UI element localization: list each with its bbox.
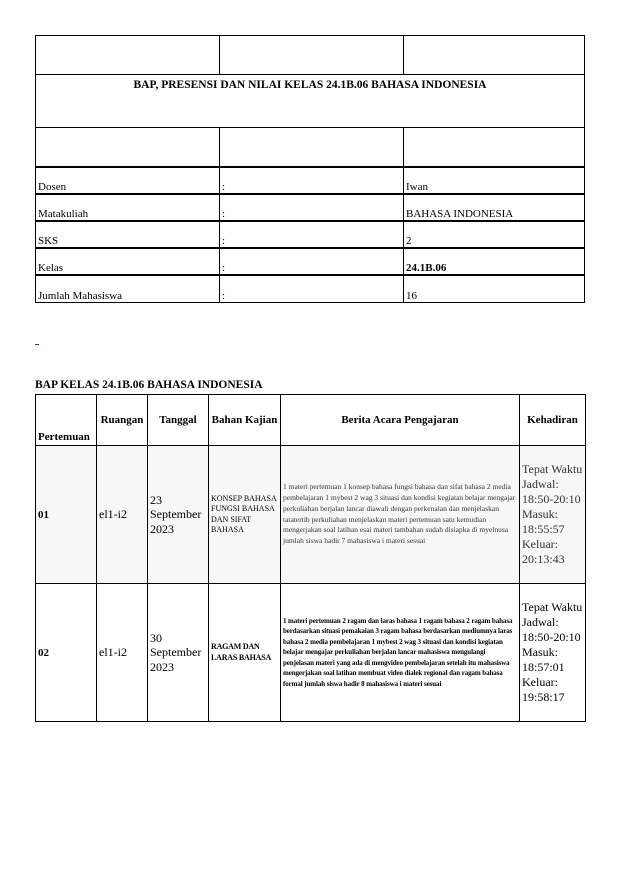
info-separator: : xyxy=(220,194,404,221)
course-info-table xyxy=(35,35,585,303)
info-row-sks xyxy=(36,221,585,248)
info-value: 2 xyxy=(404,221,585,248)
col-kehadiran: Kehadiran xyxy=(520,395,586,446)
cell-ruangan: el1-i2 xyxy=(97,446,148,584)
info-row-matakuliah xyxy=(36,194,585,221)
col-bahan-kajian: Bahan Kajian xyxy=(209,395,281,446)
cell-kehadiran: Tepat Waktu Jadwal: 18:50-20:10 Masuk: 18:55:57 Keluar: 20:13:43 xyxy=(520,446,586,584)
info-row-kelas xyxy=(36,248,585,275)
cell-berita-acara: 1 materi pertemuan 1 konsep bahasa fungsi bahasa dan sifat bahasa 2 media pembelajaran 1 mybest 2 wag 3 situasi dan kondisi kegiatan belajar mengajar perkuliahan berjalan lancar diawali dengan perkenalan dan menjelaskan tatatertib perkuliahan menjelaskan materi pertemuan satu kemudian mengerjakan soal latihan esai materi tambahan sudah disiapka di myelnusa jumlah siswa hadir 7 mahasiswa i materi sesuai xyxy=(281,446,520,584)
info-value: 24.1B.06 xyxy=(404,248,585,275)
col-ruangan: Ruangan xyxy=(97,395,148,446)
cell-berita-acara: 1 materi pertemuan 2 ragam dan laras bahasa 1 ragam bahasa 2 ragam bahasa berdasarkan situasi pemakaian 3 ragam bahasa berdasarkan mediumnya laras bahasa 2 media pembelajaran 1 mybest 2 wag 3 situasi dan kondisi kegiatan belajar mengajar perkuliahan berjalan lancar mahasiswa mengulangi penjelasan materi yang ada di mengvideo pembelajaran setelah itu mahasiswa mengerjakan soal latihan membuat video dialek regional dan ragam bahasa formal jumlah siswa hadir 8 mahasiswa i materi sesuai xyxy=(281,584,520,722)
cell-kehadiran: Tepat Waktu Jadwal: 18:50-20:10 Masuk: 18:57:01 Keluar: 19:58:17 xyxy=(520,584,586,722)
table-header-row xyxy=(36,395,586,446)
table-row xyxy=(36,446,586,584)
cell-pertemuan: 01 xyxy=(36,446,97,584)
cell-pertemuan: 02 xyxy=(36,584,97,722)
cell-bahan-kajian: KONSEP BAHASA FUNGSI BAHASA DAN SIFAT BAHASA xyxy=(209,446,281,584)
info-row-dosen xyxy=(36,167,585,194)
info-separator: : xyxy=(220,248,404,275)
col-pertemuan: Pertemuan xyxy=(36,395,97,446)
info-label: Kelas xyxy=(36,248,220,275)
document-title: BAP, PRESENSI DAN NILAI KELAS 24.1B.06 BAHASA INDONESIA xyxy=(36,75,585,128)
bap-table xyxy=(35,394,586,722)
cell-bahan-kajian: RAGAM DAN LARAS BAHASA xyxy=(209,584,281,722)
info-label: Matakuliah xyxy=(36,194,220,221)
info-label: Dosen xyxy=(36,167,220,194)
cell-tanggal: 23 September 2023 xyxy=(148,446,209,584)
info-separator: : xyxy=(220,221,404,248)
info-label: Jumlah Mahasiswa xyxy=(36,275,220,302)
section-title: BAP KELAS 24.1B.06 BAHASA INDONESIA xyxy=(35,379,263,391)
info-row-jumlah-mahasiswa xyxy=(36,275,585,302)
info-value: BAHASA INDONESIA xyxy=(404,194,585,221)
info-separator: : xyxy=(220,167,404,194)
col-berita-acara: Berita Acara Pengajaran xyxy=(281,395,520,446)
anchor-link[interactable] xyxy=(35,332,39,345)
info-value: Iwan xyxy=(404,167,585,194)
info-value: 16 xyxy=(404,275,585,302)
info-label: SKS xyxy=(36,221,220,248)
info-separator: : xyxy=(220,275,404,302)
cell-tanggal: 30 September 2023 xyxy=(148,584,209,722)
col-tanggal: Tanggal xyxy=(148,395,209,446)
cell-ruangan: el1-i2 xyxy=(97,584,148,722)
table-row xyxy=(36,584,586,722)
